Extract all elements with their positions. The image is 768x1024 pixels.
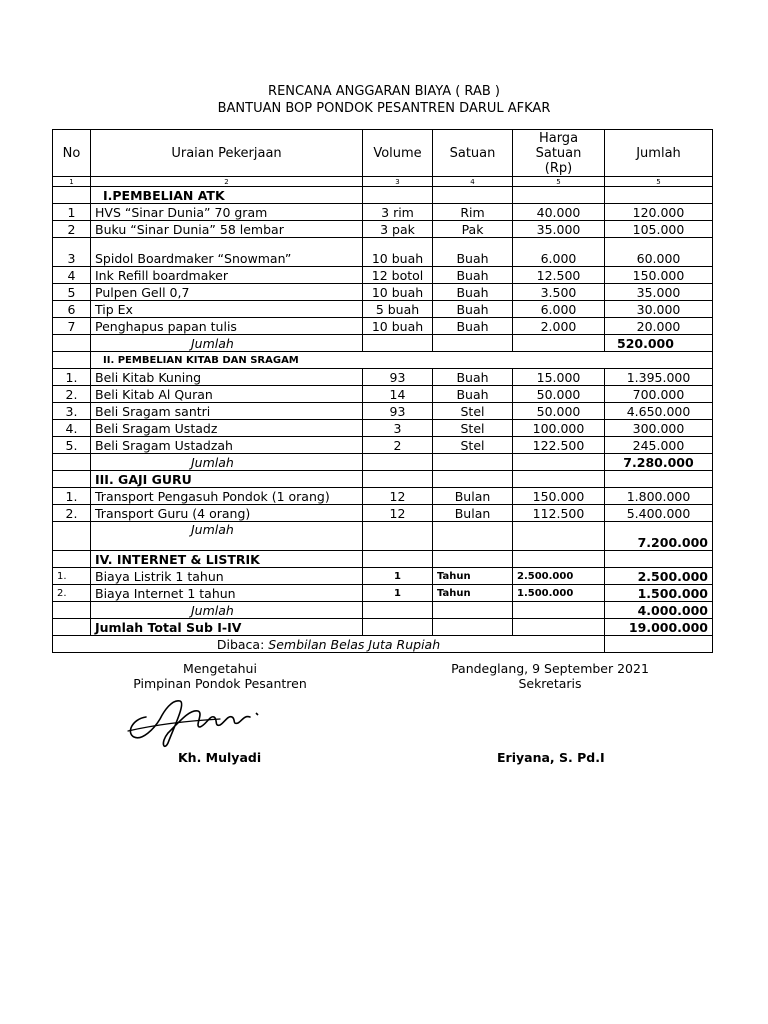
cell-jumlah: 1.800.000 bbox=[605, 488, 713, 505]
subtotal-row bbox=[53, 522, 713, 551]
section-header-row bbox=[53, 551, 713, 568]
section-title: I.PEMBELIAN ATK bbox=[91, 187, 363, 204]
cell-no: 1 bbox=[53, 204, 91, 221]
subtotal-value: 4.000.000 bbox=[605, 602, 713, 619]
cell-no: 2. bbox=[53, 585, 91, 602]
cell-no: 2. bbox=[53, 386, 91, 403]
table-row bbox=[53, 505, 713, 522]
subtotal-value: 520.000 bbox=[605, 335, 713, 352]
table-row bbox=[53, 238, 713, 267]
table-row bbox=[53, 488, 713, 505]
cell-satuan: Bulan bbox=[433, 488, 513, 505]
table-row bbox=[53, 585, 713, 602]
cell-satuan: Buah bbox=[433, 369, 513, 386]
table-row bbox=[53, 437, 713, 454]
cell-satuan: Buah bbox=[433, 318, 513, 335]
cell-harga: 35.000 bbox=[513, 221, 605, 238]
cell-no: 5. bbox=[53, 437, 91, 454]
cell-uraian: Biaya Listrik 1 tahun bbox=[91, 568, 363, 585]
cell-uraian: Ink Refill boardmaker bbox=[91, 267, 363, 284]
table-row bbox=[53, 267, 713, 284]
section-header-row bbox=[53, 471, 713, 488]
grand-total-row bbox=[53, 619, 713, 636]
table-row bbox=[53, 284, 713, 301]
section-header-row bbox=[53, 352, 713, 369]
column-number: 5 bbox=[513, 177, 605, 187]
header-harga-line3: (Rp) bbox=[544, 160, 573, 176]
cell-volume: 3 rim bbox=[363, 204, 433, 221]
cell-satuan: Buah bbox=[433, 238, 513, 267]
cell-harga: 100.000 bbox=[513, 420, 605, 437]
header-harga-line2: Satuan bbox=[535, 145, 582, 161]
header-harga-line1: Harga bbox=[538, 130, 579, 146]
cell-satuan: Bulan bbox=[433, 505, 513, 522]
cell-uraian: Beli Kitab Al Quran bbox=[91, 386, 363, 403]
cell-no: 3. bbox=[53, 403, 91, 420]
cell-satuan: Tahun bbox=[433, 585, 513, 602]
cell-no: 2 bbox=[53, 221, 91, 238]
header-jumlah: Jumlah bbox=[605, 130, 713, 177]
subtotal-label: Jumlah bbox=[91, 454, 363, 471]
subtotal-row bbox=[53, 602, 713, 619]
cell-volume: 10 buah bbox=[363, 284, 433, 301]
table-row bbox=[53, 221, 713, 238]
cell-volume: 93 bbox=[363, 369, 433, 386]
grand-total-label: Jumlah Total Sub I-IV bbox=[91, 619, 363, 636]
cell-uraian: Transport Guru (4 orang) bbox=[91, 505, 363, 522]
mengetahui-label: Mengetahui bbox=[183, 661, 257, 676]
cell-harga: 112.500 bbox=[513, 505, 605, 522]
cell-volume: 12 bbox=[363, 488, 433, 505]
cell-jumlah: 700.000 bbox=[605, 386, 713, 403]
table-row bbox=[53, 403, 713, 420]
cell-volume: 5 buah bbox=[363, 301, 433, 318]
table-row bbox=[53, 204, 713, 221]
cell-harga: 50.000 bbox=[513, 386, 605, 403]
cell-satuan: Pak bbox=[433, 221, 513, 238]
cell-jumlah: 5.400.000 bbox=[605, 505, 713, 522]
sekretaris-label: Sekretaris bbox=[518, 676, 582, 691]
document-title: RENCANA ANGGARAN BIAYA ( RAB ) bbox=[268, 84, 500, 99]
cell-satuan: Stel bbox=[433, 437, 513, 454]
document-subtitle: BANTUAN BOP PONDOK PESANTREN DARUL AFKAR bbox=[217, 101, 551, 116]
left-signer-name: Kh. Mulyadi bbox=[178, 750, 262, 765]
cell-jumlah: 1.500.000 bbox=[605, 585, 713, 602]
column-number: 1 bbox=[53, 177, 91, 187]
section-title: II. PEMBELIAN KITAB DAN SRAGAM bbox=[91, 352, 713, 369]
cell-harga: 6.000 bbox=[513, 238, 605, 267]
cell-volume: 93 bbox=[363, 403, 433, 420]
cell-harga: 150.000 bbox=[513, 488, 605, 505]
cell-uraian: Beli Sragam Ustadz bbox=[91, 420, 363, 437]
subtotal-row bbox=[53, 335, 713, 352]
table-row bbox=[53, 318, 713, 335]
cell-volume: 2 bbox=[363, 437, 433, 454]
dibaca-text: Sembilan Belas Juta Rupiah bbox=[268, 636, 441, 652]
cell-satuan: Buah bbox=[433, 301, 513, 318]
left-sign-block bbox=[120, 661, 320, 691]
cell-volume: 3 bbox=[363, 420, 433, 437]
header-volume: Volume bbox=[363, 130, 433, 177]
cell-harga: 3.500 bbox=[513, 284, 605, 301]
cell-jumlah: 120.000 bbox=[605, 204, 713, 221]
table-row bbox=[53, 369, 713, 386]
cell-jumlah: 60.000 bbox=[605, 238, 713, 267]
cell-volume: 10 buah bbox=[363, 318, 433, 335]
cell-no: 3 bbox=[53, 238, 91, 267]
cell-no: 2. bbox=[53, 505, 91, 522]
section-title: IV. INTERNET & LISTRIK bbox=[91, 551, 363, 568]
cell-no: 1. bbox=[53, 369, 91, 386]
cell-uraian: HVS “Sinar Dunia” 70 gram bbox=[91, 204, 363, 221]
cell-harga: 2.000 bbox=[513, 318, 605, 335]
cell-uraian: Beli Sragam Ustadzah bbox=[91, 437, 363, 454]
cell-satuan: Rim bbox=[433, 204, 513, 221]
cell-no: 1. bbox=[53, 568, 91, 585]
cell-volume: 10 buah bbox=[363, 238, 433, 267]
cell-uraian: Beli Kitab Kuning bbox=[91, 369, 363, 386]
grand-total-value: 19.000.000 bbox=[605, 619, 713, 636]
cell-jumlah: 1.395.000 bbox=[605, 369, 713, 386]
cell-no: 4 bbox=[53, 267, 91, 284]
cell-uraian: Buku “Sinar Dunia” 58 lembar bbox=[91, 221, 363, 238]
cell-satuan: Buah bbox=[433, 284, 513, 301]
rab-table bbox=[52, 129, 713, 653]
cell-jumlah: 105.000 bbox=[605, 221, 713, 238]
cell-no: 5 bbox=[53, 284, 91, 301]
table-row bbox=[53, 301, 713, 318]
dibaca-row bbox=[53, 636, 713, 653]
cell-harga: 15.000 bbox=[513, 369, 605, 386]
header-uraian: Uraian Pekerjaan bbox=[91, 130, 363, 177]
cell-jumlah: 2.500.000 bbox=[605, 568, 713, 585]
table-row bbox=[53, 420, 713, 437]
cell-uraian: Transport Pengasuh Pondok (1 orang) bbox=[91, 488, 363, 505]
cell-jumlah: 20.000 bbox=[605, 318, 713, 335]
cell-volume: 1 bbox=[363, 568, 433, 585]
cell-jumlah: 150.000 bbox=[605, 267, 713, 284]
cell-jumlah: 245.000 bbox=[605, 437, 713, 454]
cell-harga: 40.000 bbox=[513, 204, 605, 221]
cell-satuan: Buah bbox=[433, 386, 513, 403]
subtotal-row bbox=[53, 454, 713, 471]
cell-harga: 2.500.000 bbox=[513, 568, 605, 585]
cell-satuan: Stel bbox=[433, 420, 513, 437]
cell-harga: 6.000 bbox=[513, 301, 605, 318]
cell-jumlah: 30.000 bbox=[605, 301, 713, 318]
section-title: III. GAJI GURU bbox=[91, 471, 363, 488]
cell-harga: 122.500 bbox=[513, 437, 605, 454]
cell-satuan: Stel bbox=[433, 403, 513, 420]
right-sign-block bbox=[440, 661, 660, 691]
subtotal-value: 7.280.000 bbox=[605, 454, 713, 471]
column-number: 3 bbox=[363, 177, 433, 187]
cell-satuan: Buah bbox=[433, 267, 513, 284]
cell-no: 7 bbox=[53, 318, 91, 335]
column-number-row bbox=[53, 177, 713, 187]
signature-image bbox=[124, 693, 266, 751]
cell-volume: 3 pak bbox=[363, 221, 433, 238]
cell-jumlah: 300.000 bbox=[605, 420, 713, 437]
place-date-label: Pandeglang, 9 September 2021 bbox=[451, 661, 649, 676]
subtotal-value: 7.200.000 bbox=[605, 522, 713, 551]
table-header-row bbox=[53, 130, 713, 177]
subtotal-label: Jumlah bbox=[91, 602, 363, 619]
cell-uraian: Beli Sragam santri bbox=[91, 403, 363, 420]
table-row bbox=[53, 568, 713, 585]
header-harga bbox=[513, 130, 605, 177]
cell-harga: 1.500.000 bbox=[513, 585, 605, 602]
cell-harga: 50.000 bbox=[513, 403, 605, 420]
header-satuan: Satuan bbox=[433, 130, 513, 177]
cell-volume: 1 bbox=[363, 585, 433, 602]
table-row bbox=[53, 386, 713, 403]
cell-satuan: Tahun bbox=[433, 568, 513, 585]
cell-volume: 12 botol bbox=[363, 267, 433, 284]
pimpinan-label: Pimpinan Pondok Pesantren bbox=[133, 676, 307, 691]
column-number: 4 bbox=[433, 177, 513, 187]
cell-uraian: Penghapus papan tulis bbox=[91, 318, 363, 335]
column-number: 5 bbox=[605, 177, 713, 187]
dibaca-cell bbox=[53, 636, 605, 653]
cell-uraian: Spidol Boardmaker “Snowman” bbox=[91, 238, 363, 267]
cell-no: 4. bbox=[53, 420, 91, 437]
column-number: 2 bbox=[91, 177, 363, 187]
cell-no: 1. bbox=[53, 488, 91, 505]
cell-volume: 14 bbox=[363, 386, 433, 403]
cell-jumlah: 4.650.000 bbox=[605, 403, 713, 420]
cell-volume: 12 bbox=[363, 505, 433, 522]
cell-uraian: Biaya Internet 1 tahun bbox=[91, 585, 363, 602]
cell-harga: 12.500 bbox=[513, 267, 605, 284]
cell-uraian: Pulpen Gell 0,7 bbox=[91, 284, 363, 301]
cell-uraian: Tip Ex bbox=[91, 301, 363, 318]
section-header-row bbox=[53, 187, 713, 204]
header-no: No bbox=[53, 130, 91, 177]
subtotal-label: Jumlah bbox=[91, 335, 363, 352]
cell-no: 6 bbox=[53, 301, 91, 318]
subtotal-label: Jumlah bbox=[91, 522, 363, 551]
right-signer-name: Eriyana, S. Pd.I bbox=[497, 750, 605, 765]
cell-jumlah: 35.000 bbox=[605, 284, 713, 301]
dibaca-label: Dibaca: bbox=[216, 636, 265, 652]
